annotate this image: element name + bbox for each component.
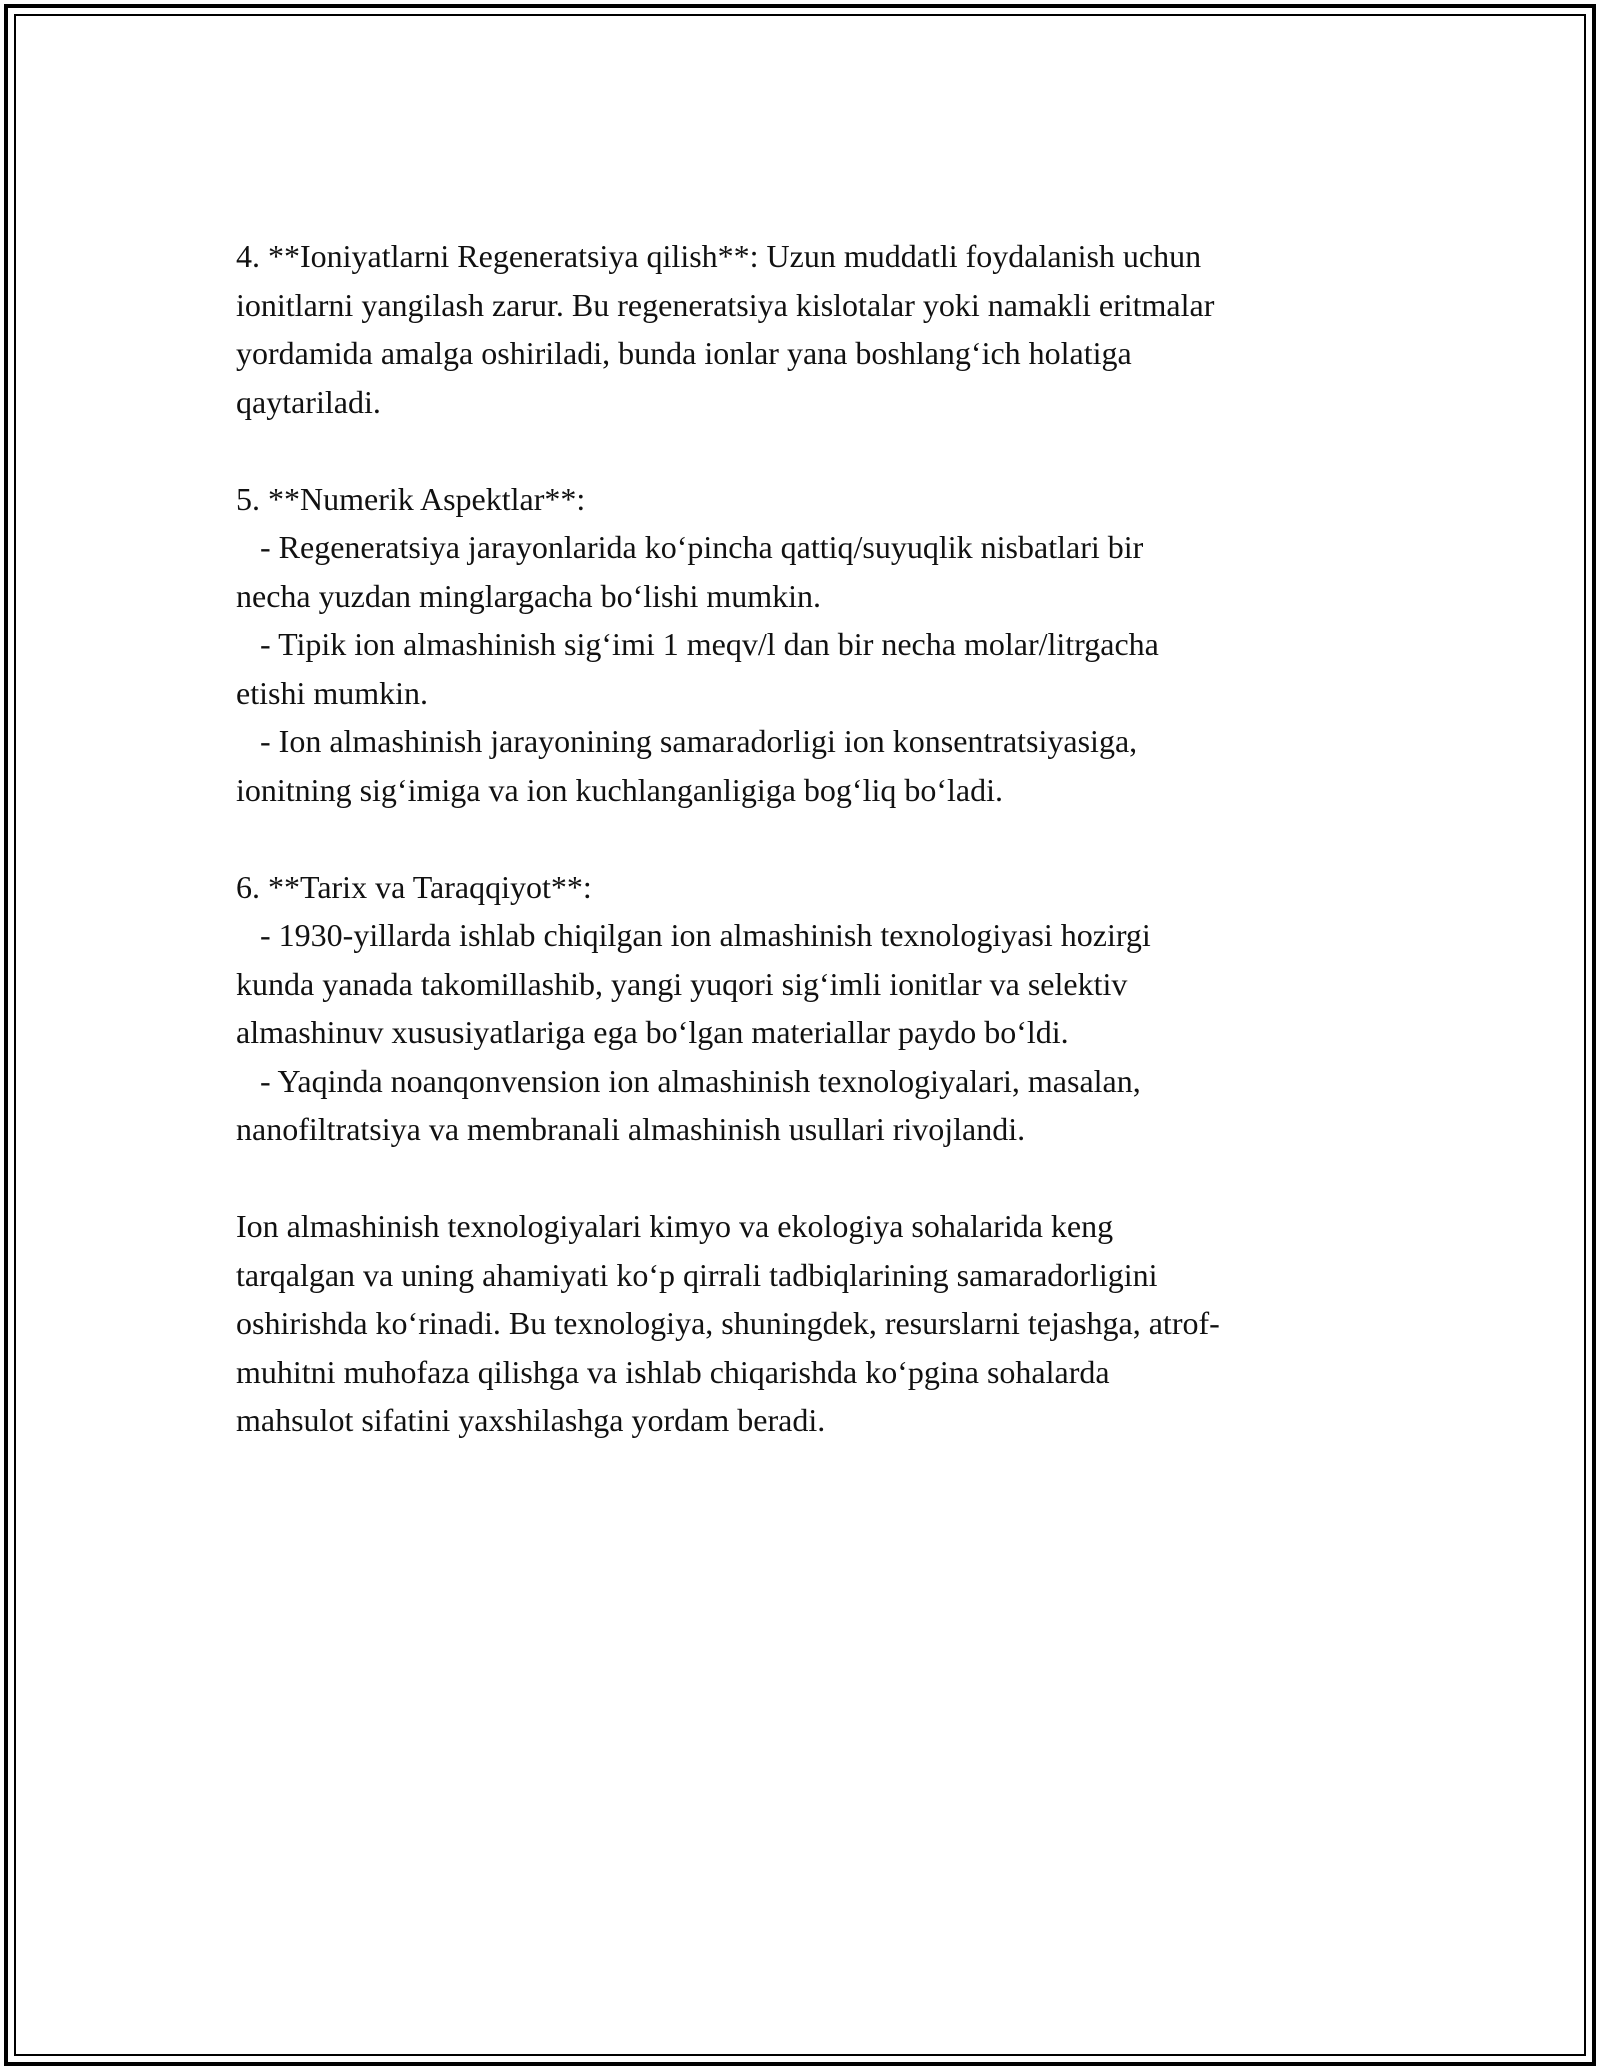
text-line: tarqalgan va uning ahamiyati ko‘p qirrali tadbiqlarining samaradorligini xyxy=(236,1256,1158,1293)
text-line: nanofiltratsiya va membranali almashinish usullari rivojlandi. xyxy=(236,1111,1026,1147)
text-line: - Ion almashinish jarayonining samaradorligi ion konsentratsiyasiga, xyxy=(236,723,1138,759)
document-body xyxy=(236,232,1376,1445)
text-line: mahsulot sifatini yaxshilashga yordam beradi. xyxy=(236,1402,826,1438)
text-line: - 1930-yillarda ishlab chiqilgan ion almashinish texnologiyasi hozirgi xyxy=(236,917,1151,953)
section-conclusion xyxy=(236,1202,1376,1445)
text-line: muhitni muhofaza qilishga va ishlab chiqarishda ko‘pgina sohalarda xyxy=(236,1353,1110,1390)
text-line: 4. **Ioniyatlarni Regeneratsiya qilish**: Uzun muddatli foydalanish uchun xyxy=(236,238,1202,274)
section-history xyxy=(236,863,1376,1154)
text-line: qaytariladi. xyxy=(236,383,381,420)
text-line: - Tipik ion almashinish sig‘imi 1 meqv/l dan bir necha molar/litrgacha xyxy=(236,626,1159,662)
text-line: almashinuv xususiyatlariga ega bo‘lgan materiallar paydo bo‘ldi. xyxy=(236,1014,1069,1050)
paragraph-gap xyxy=(236,814,1376,863)
text-line: oshirishda ko‘rinadi. Bu texnologiya, shuningdek, resurslarni tejashga, atrof- xyxy=(236,1305,1220,1341)
section-numeric-aspects xyxy=(236,475,1376,815)
text-line: 5. **Numerik Aspektlar**: xyxy=(236,480,586,517)
text-line: kunda yanada takomillashib, yangi yuqori sig‘imli ionitlar va selektiv xyxy=(236,965,1128,1002)
text-line: - Regeneratsiya jarayonlarida ko‘pincha qattiq/suyuqlik nisbatlari bir xyxy=(236,529,1144,565)
paragraph-gap xyxy=(236,426,1376,475)
section-regeneration xyxy=(236,232,1376,426)
text-line: 6. **Tarix va Taraqqiyot**: xyxy=(236,868,592,905)
text-line: ionitlarni yangilash zarur. Bu regeneratsiya kislotalar yoki namakli eritmalar xyxy=(236,286,1215,323)
paragraph-gap xyxy=(236,1154,1376,1203)
text-line: ionitning sig‘imiga va ion kuchlanganligiga bog‘liq bo‘ladi. xyxy=(236,771,1003,808)
text-line: - Yaqinda noanqonvension ion almashinish texnologiyalari, masalan, xyxy=(236,1062,1141,1099)
text-line: Ion almashinish texnologiyalari kimyo va ekologiya sohalarida keng xyxy=(236,1208,1114,1244)
text-line: necha yuzdan minglargacha bo‘lishi mumkin. xyxy=(236,577,822,614)
text-line: yordamida amalga oshiriladi, bunda ionlar yana boshlang‘ich holatiga xyxy=(236,335,1132,371)
text-line: etishi mumkin. xyxy=(236,674,428,711)
